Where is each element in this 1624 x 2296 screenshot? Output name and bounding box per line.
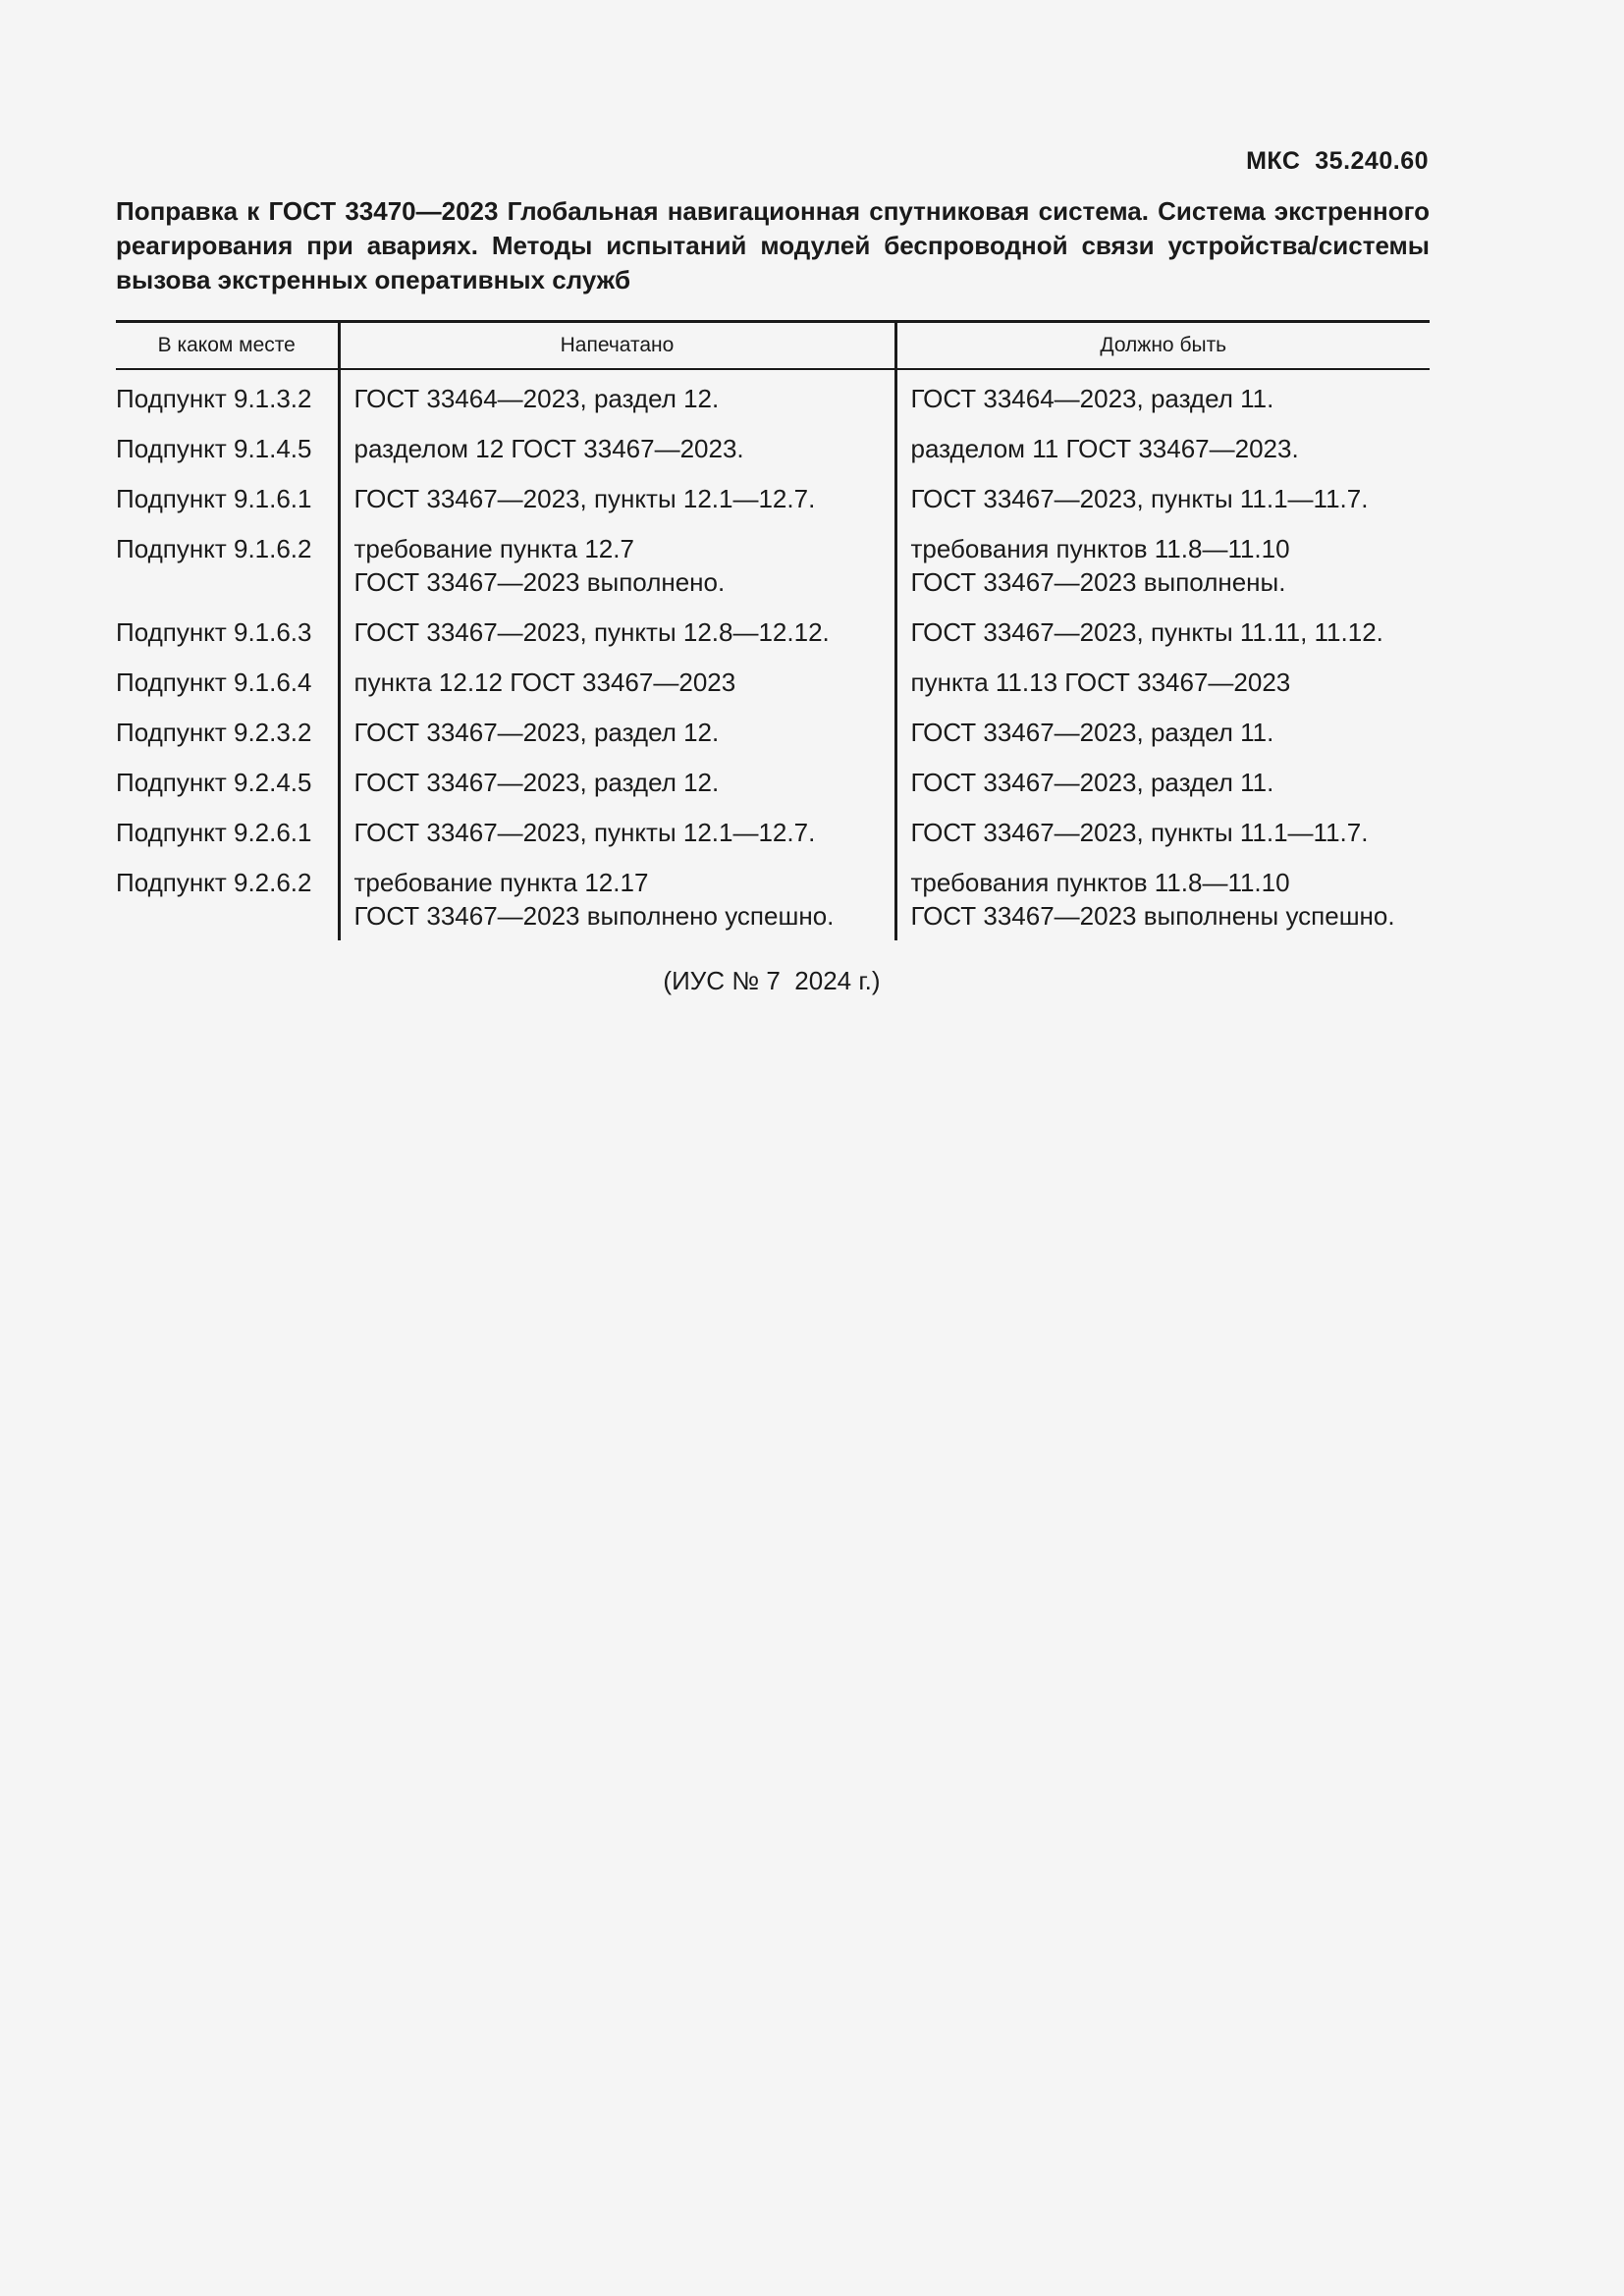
table-header [116,322,1430,370]
header-row [116,322,1430,370]
cell-printed: ГОСТ 33467—2023, раздел 12. [339,766,895,816]
publication-reference: (ИУС № 7 2024 г.) [663,966,881,995]
cell-where: Подпункт 9.2.4.5 [116,768,312,797]
header-should-be: Должно быть [895,322,1430,370]
cell-printed: пункта 12.12 ГОСТ 33467—2023 [339,666,895,716]
cell-should-be: требования пунктов 11.8—11.10 ГОСТ 33467—2023 выполнены. [895,532,1430,615]
cell-should-be: ГОСТ 33467—2023, раздел 11. [895,716,1430,766]
cell-printed: ГОСТ 33467—2023, пункты 12.8—12.12. [339,615,895,666]
cell-should-be: ГОСТ 33467—2023, пункты 11.11, 11.12. [895,615,1430,666]
cell-should-be: ГОСТ 33464—2023, раздел 11. [895,369,1430,432]
cell-where: Подпункт 9.1.6.4 [116,667,312,697]
table-row [116,866,1430,940]
cell-printed: требование пункта 12.17 ГОСТ 33467—2023 выполнено успешно. [339,866,895,940]
table-row [116,716,1430,766]
table-row [116,666,1430,716]
cell-printed: разделом 12 ГОСТ 33467—2023. [339,432,895,482]
cell-printed: требование пункта 12.7 ГОСТ 33467—2023 выполнено. [339,532,895,615]
table-body [116,369,1430,940]
table-row [116,482,1430,532]
table-row [116,615,1430,666]
classification-code: МКС 35.240.60 [1246,147,1429,175]
cell-where: Подпункт 9.2.6.2 [116,868,312,897]
cell-printed: ГОСТ 33464—2023, раздел 12. [339,369,895,432]
cell-should-be: ГОСТ 33467—2023, раздел 11. [895,766,1430,816]
cell-printed: ГОСТ 33467—2023, пункты 12.1—12.7. [339,816,895,866]
cell-should-be: ГОСТ 33467—2023, пункты 11.1—11.7. [895,816,1430,866]
cell-where: Подпункт 9.1.6.1 [116,484,312,513]
table-row [116,766,1430,816]
cell-where: Подпункт 9.1.6.3 [116,617,312,647]
cell-should-be: пункта 11.13 ГОСТ 33467—2023 [895,666,1430,716]
document-title: Поправка к ГОСТ 33470—2023 Глобальная навигационная спутниковая система. Система экстренного реагирования при авариях. Методы испытаний модулей беспроводной связи устройства/системы вызова экстренных оперативных служб [116,196,1430,294]
cell-where: Подпункт 9.2.3.2 [116,718,312,747]
cell-printed: ГОСТ 33467—2023, пункты 12.1—12.7. [339,482,895,532]
cell-should-be: требования пунктов 11.8—11.10 ГОСТ 33467—2023 выполнены успешно. [895,866,1430,940]
cell-where: Подпункт 9.1.3.2 [116,384,312,413]
cell-should-be: ГОСТ 33467—2023, пункты 11.1—11.7. [895,482,1430,532]
table-row [116,532,1430,615]
cell-printed: ГОСТ 33467—2023, раздел 12. [339,716,895,766]
table-row [116,369,1430,432]
header-where: В каком месте [116,322,339,370]
corrections-table [116,320,1430,940]
table-row [116,432,1430,482]
header-printed: Напечатано [339,322,895,370]
cell-should-be: разделом 11 ГОСТ 33467—2023. [895,432,1430,482]
table-row [116,816,1430,866]
cell-where: Подпункт 9.1.6.2 [116,534,312,563]
cell-where: Подпункт 9.2.6.1 [116,818,312,847]
cell-where: Подпункт 9.1.4.5 [116,434,312,463]
